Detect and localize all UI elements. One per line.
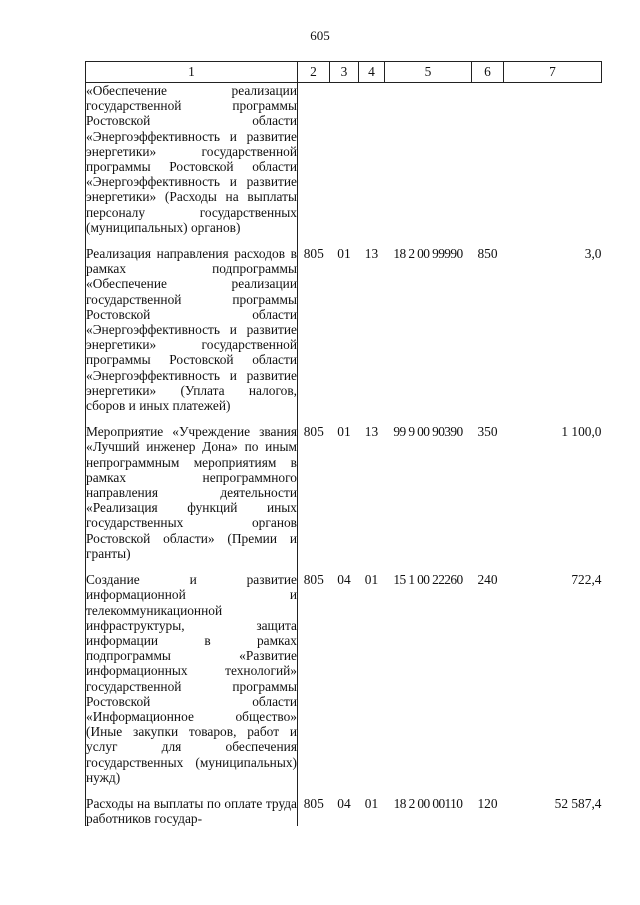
row-subsection-code [359, 83, 385, 236]
row-subsection-code: 01 [364, 795, 379, 811]
row-description: «Обеспечение реализации государственной программы Ростовской области «Энергоэффективность и развитие энергетики» государственной программы Ростовской области «Энергоэффективность и развитие энергетики» (Расходы на выплаты персоналу государственных (муниципальных) органов) [86, 83, 297, 235]
table-row [86, 796, 602, 826]
col-header-6: 6 [472, 62, 504, 83]
row-amount: 1 100,0 [561, 424, 602, 440]
row-subsection-code: 01 [364, 572, 379, 588]
row-ministry-code: 805 [303, 572, 324, 588]
col-header-5: 5 [385, 62, 472, 83]
row-section-code: 04 [337, 572, 351, 588]
row-expense-type [472, 83, 504, 236]
row-target-code: 15 1 00 22260 [393, 572, 463, 588]
table-row [86, 83, 602, 236]
row-ministry-code: 805 [303, 246, 324, 262]
table-row [86, 424, 602, 561]
header-row [86, 62, 602, 83]
row-expense-type: 120 [477, 795, 498, 811]
col-header-4: 4 [359, 62, 385, 83]
row-target-code [385, 83, 472, 236]
row-expense-type: 850 [477, 246, 498, 262]
row-amount: 52 587,4 [554, 795, 602, 811]
row-subsection-code: 13 [364, 424, 379, 440]
table-row [86, 572, 602, 785]
table-row [86, 246, 602, 413]
row-expense-type: 350 [477, 424, 498, 440]
row-section-code [330, 83, 359, 236]
row-expense-type: 240 [477, 572, 498, 588]
row-description: Создание и развитие информационной и телекоммуникационной инфраструктуры, защита информации в рамках подпрограммы «Развитие информационных технологий» государственной программы Ростовской области «Информационное общество» (Иные закупки товаров, работ и услуг для обеспечения государственных (муниципальных) нужд) [86, 572, 297, 785]
row-ministry-code [298, 83, 330, 236]
budget-table [85, 61, 602, 826]
row-subsection-code: 13 [364, 246, 379, 262]
row-section-code: 01 [337, 246, 351, 262]
row-section-code: 04 [337, 795, 351, 811]
row-description: Реализация направления расходов в рамках подпрограммы «Обеспечение реализации государственной программы Ростовской области «Энергоэффективность и развитие энергетики» государственной программы Ростовской области «Энергоэффективность и развитие энергетики» (Уплата налогов, сборов и иных платежей) [86, 246, 297, 414]
row-amount: 722,4 [571, 572, 602, 588]
row-description: Расходы на выплаты по оплате труда работников государ- [86, 795, 297, 827]
row-amount: 3,0 [584, 246, 602, 262]
col-header-7: 7 [504, 62, 602, 83]
row-target-code: 18 2 00 00110 [393, 795, 463, 811]
row-target-code: 99 9 00 90390 [393, 424, 463, 440]
row-ministry-code: 805 [303, 795, 324, 811]
col-header-3: 3 [330, 62, 359, 83]
row-amount [504, 83, 602, 236]
row-target-code: 18 2 00 99990 [393, 246, 463, 262]
col-header-1: 1 [86, 62, 298, 83]
row-description: Мероприятие «Учреждение звания «Лучший инженер Дона» по иным непрограммным мероприятиям в рамках непрограммного направления деятельности «Реализация функций иных государственных органов Ростовской области» (Премии и гранты) [86, 424, 297, 561]
page-number: 605 [310, 28, 330, 43]
col-header-2: 2 [298, 62, 330, 83]
row-ministry-code: 805 [303, 424, 324, 440]
row-section-code: 01 [337, 424, 351, 440]
